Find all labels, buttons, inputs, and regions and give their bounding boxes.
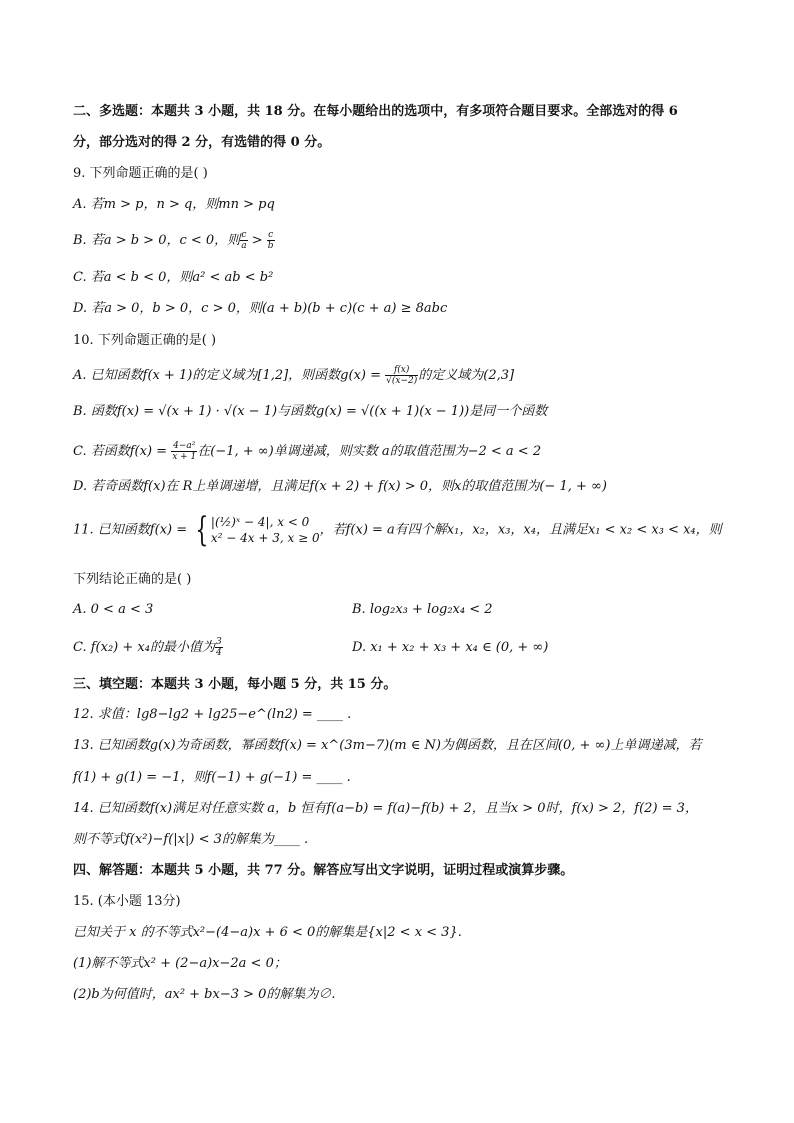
piecewise-function — [191, 510, 320, 550]
q15-part1: (1)解不等式x² + (2−a)x−2a < 0； — [73, 956, 287, 971]
q11-option-c — [73, 637, 223, 658]
section-4-header: 四、解答题：本题共 5 小题，共 77 分。解答应写出文字说明，证明过程或演算步骤。 — [73, 863, 574, 878]
q13-line1: 13. 已知函数g(x)为奇函数，幂函数f(x) = x^(3m−7)(m ∈ N)为偶函数，且在区间(0, + ∞)上单调递减，若 — [73, 738, 702, 753]
frac-fx-over-sqrt: $\frac{f(x)}{√(x-2)}$ — [386, 365, 418, 386]
brace-glyph: { — [195, 510, 209, 550]
q10-stem: 10. 下列命题正确的是( ) — [73, 333, 217, 348]
q11-option-b: B. log₂x₃ + log₂x₄ < 2 — [352, 602, 493, 617]
q13-line2: f(1) + g(1) = −1，则f(−1) + g(−1) = ____ . — [73, 770, 351, 785]
q9-option-b-text: B. 若a > b > 0，c < 0，则 — [73, 233, 241, 248]
q10-option-c-pre: C. 若函数f(x) = — [73, 444, 172, 459]
q9-stem: 9. 下列命题正确的是( ) — [73, 166, 208, 181]
piecewise-case-2: x² − 4x + 3, x ≥ 0 — [210, 531, 320, 545]
q14-line2: 则不等式f(x²)−f(|x|) < 3的解集为____ . — [73, 832, 309, 847]
q11-stem — [73, 510, 722, 550]
q12: 12. 求值：lg8−lg2 + lg25−e^(ln2) = ____ . — [73, 707, 352, 722]
q11-option-d: D. x₁ + x₂ + x₃ + x₄ ∈ (0, + ∞) — [352, 640, 549, 655]
q11-option-c-pre: C. f(x₂) + x₄的最小值为 — [73, 640, 215, 655]
q9-option-c: C. 若a < b < 0，则a² < ab < b² — [73, 270, 274, 285]
section-2-header-line1: 二、多选题：本题共 3 小题，共 18 分。在每小题给出的选项中，有多项符合题目要求。全部选对的得 6 — [73, 104, 678, 119]
q10-option-a — [73, 365, 514, 386]
q11-stem-post: ，若f(x) = a有四个解x₁，x₂，x₃，x₄，且满足x₁ < x₂ < x₃ < x₄，则 — [319, 522, 722, 538]
q9-option-b: B. 若a > b > 0，c < 0，则 $\frac{c}{a}$ > $\frac{c}{b}$ — [73, 230, 274, 251]
q15-part2: (2)b为何值时，ax² + bx−3 > 0的解集为∅. — [73, 987, 336, 1002]
q11-stem-pre: 11. 已知函数f(x) = — [73, 522, 192, 538]
q10-option-c — [73, 441, 541, 462]
q11-stem-line2: 下列结论正确的是( ) — [73, 572, 192, 587]
q9-option-d: D. 若a > 0，b > 0，c > 0，则(a + b)(b + c)(c + a) ≥ 8abc — [73, 301, 448, 316]
q11-option-a: A. 0 < a < 3 — [73, 602, 154, 617]
q15-stem: 已知关于 x 的不等式x²−(4−a)x + 6 < 0的解集是{x|2 < x < 3}. — [73, 925, 462, 940]
piecewise-cases — [211, 514, 320, 546]
q10-option-a-pre: A. 已知函数f(x + 1)的定义域为[1,2]，则函数g(x) = — [73, 368, 386, 383]
q14-line1: 14. 已知函数f(x)满足对任意实数 a，b 恒有f(a−b) = f(a)−f(b) + 2，且当x > 0时，f(x) > 2，f(2) = 3， — [73, 801, 698, 816]
frac-4-minus-a2: $\frac{\text{4−a²}}{x + 1}$ — [172, 441, 197, 462]
q9-option-a: A. 若m > p，n > q，则mn > pq — [73, 197, 275, 212]
section-3-header: 三、填空题：本题共 3 小题，每小题 5 分，共 15 分。 — [73, 677, 397, 692]
piecewise-case-1: |(½)ˣ − 4|, x < 0 — [210, 515, 310, 529]
q15-title: 15. (本小题 13分) — [73, 894, 181, 909]
frac-c-over-a: $\frac{c}{a}$ — [241, 230, 247, 251]
q10-option-d: D. 若奇函数f(x)在 R上单调递增，且满足f(x + 2) + f(x) > 0，则x的取值范围为(− 1, + ∞) — [73, 479, 607, 494]
section-2-header-line2: 分，部分选对的得 2 分，有选错的得 0 分。 — [73, 135, 331, 150]
frac-c-over-b: $\frac{c}{b}$ — [267, 230, 274, 251]
q10-option-a-post: 的定义域为(2,3] — [418, 368, 515, 383]
q10-option-c-post: 在(−1, + ∞)单调递减，则实数 a的取值范围为−2 < a < 2 — [197, 444, 542, 459]
frac-3-over-4: $\frac{3}{4}$ — [215, 637, 222, 658]
q10-option-b: B. 函数f(x) = √(x + 1) · √(x − 1)与函数g(x) = √((x + 1)(x − 1))是同一个函数 — [73, 404, 548, 419]
